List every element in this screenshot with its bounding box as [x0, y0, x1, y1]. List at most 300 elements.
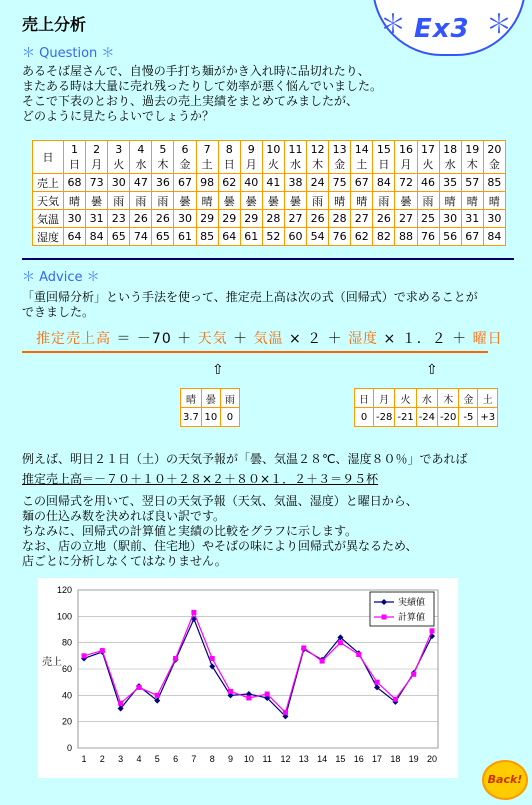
table-cell: 曇 — [201, 389, 220, 408]
cell-value: 57 — [465, 176, 480, 189]
x-tick-label: 8 — [209, 754, 215, 764]
conclusion-line: ちなみに、回帰式の計算値と実績の比較をグラフに示します。 — [22, 524, 358, 538]
cell-value: 31 — [465, 212, 480, 225]
table-cell — [439, 228, 461, 246]
x-tick-label: 12 — [280, 754, 291, 764]
cell-value: 曇 — [91, 194, 103, 208]
table-cell — [329, 141, 351, 174]
table-cell — [262, 192, 284, 210]
back-button[interactable]: Back! — [482, 760, 528, 800]
table-cell — [64, 210, 86, 228]
conclusion-line: なお、店の立地（駅前、住宅地）やそばの味により回帰式が異なるため、 — [22, 539, 418, 553]
table-cell — [329, 174, 351, 192]
cell-value: 日 — [223, 157, 235, 171]
x-tick-label: 19 — [408, 754, 419, 764]
cell-value: 月 — [91, 157, 103, 171]
cell-value: 29 — [200, 212, 215, 225]
cell-value: 30 — [111, 176, 126, 189]
cell-value: 火 — [113, 157, 125, 171]
table-cell — [351, 174, 373, 192]
cell-value: 25 — [421, 212, 436, 225]
data-point — [100, 648, 105, 653]
data-point — [118, 701, 123, 706]
table-cell — [108, 210, 130, 228]
table-cell: -20 — [438, 408, 459, 427]
cell-value: 67 — [178, 176, 193, 189]
badge-label: Ex3 — [414, 14, 470, 44]
table-row — [33, 228, 506, 246]
cell-value: 68 — [67, 176, 82, 189]
cell-value: 28 — [266, 212, 281, 225]
table-cell — [373, 174, 395, 192]
table-row — [33, 174, 506, 192]
table-cell — [240, 141, 262, 174]
cell-value: 月 — [400, 157, 412, 171]
table-cell — [152, 174, 174, 192]
cell-value: 水 — [444, 157, 456, 171]
cell-value: 月 — [245, 157, 257, 171]
cell-value: 47 — [133, 176, 148, 189]
y-tick-label: 100 — [56, 611, 72, 622]
table-row — [355, 389, 498, 408]
table-row — [33, 210, 506, 228]
table-cell — [130, 174, 152, 192]
table-cell — [483, 141, 505, 174]
table-cell — [284, 174, 306, 192]
cell-value: 2 — [93, 142, 101, 156]
x-tick-label: 10 — [243, 754, 254, 764]
table-cell — [86, 141, 108, 174]
table-cell — [108, 174, 130, 192]
table-cell — [86, 210, 108, 228]
table-cell — [262, 228, 284, 246]
table-cell — [284, 141, 306, 174]
x-tick-label: 17 — [372, 754, 383, 764]
table-row — [181, 408, 240, 427]
cell-value: 6 — [181, 142, 189, 156]
formula-part: ＝ — [111, 331, 137, 347]
legend-label: 計算値 — [398, 613, 426, 623]
table-cell — [461, 141, 483, 174]
cell-value: 3 — [115, 142, 123, 156]
up-arrow-icon: ⇧ — [212, 362, 224, 378]
table-cell — [329, 210, 351, 228]
table-cell — [307, 141, 329, 174]
table-cell — [174, 174, 196, 192]
cell-value: 52 — [266, 230, 281, 243]
table-cell — [417, 210, 439, 228]
data-point — [393, 697, 398, 702]
table-cell — [461, 174, 483, 192]
table-cell — [461, 228, 483, 246]
x-tick-label: 13 — [298, 754, 309, 764]
table-cell — [461, 192, 483, 210]
table-cell — [152, 210, 174, 228]
x-tick-label: 6 — [173, 754, 179, 764]
up-arrow-icon: ⇧ — [426, 362, 438, 378]
x-tick-label: 14 — [317, 754, 328, 764]
cell-value: 30 — [487, 212, 502, 225]
cell-value: 30 — [443, 212, 458, 225]
x-tick-label: 18 — [390, 754, 401, 764]
cell-value: 曇 — [267, 194, 279, 208]
asterisk-icon: ＊ — [486, 10, 513, 40]
table-cell — [395, 210, 417, 228]
example-text: 例えば、明日２１日（土）の天気予報が「曇、気温２８℃、湿度８０％」であれば — [22, 452, 468, 466]
cell-value: 26 — [133, 212, 148, 225]
table-cell — [351, 141, 373, 174]
cell-value: 73 — [89, 176, 104, 189]
regression-formula — [36, 328, 503, 348]
table-cell: 雨 — [220, 389, 239, 408]
y-tick-label: 60 — [61, 664, 72, 674]
cell-value: 水 — [135, 157, 147, 171]
data-point — [301, 645, 306, 650]
cell-value: 17 — [421, 142, 436, 156]
cell-value: 54 — [310, 230, 325, 243]
cell-value: 30 — [67, 212, 82, 225]
table-cell — [108, 192, 130, 210]
table-cell: 0 — [355, 408, 374, 427]
data-point — [320, 659, 325, 664]
conclusion-line: 麺の仕込み数を決めれば良い訳です。 — [22, 509, 226, 523]
conclusion-line: 店ごとに分析しなくてはなりません。 — [22, 554, 227, 568]
table-cell — [329, 228, 351, 246]
question-heading: ＊ Question ＊ — [22, 46, 115, 61]
cell-value: 40 — [244, 176, 259, 189]
cell-value: 晴 — [466, 194, 478, 208]
table-cell — [130, 192, 152, 210]
data-point — [356, 652, 361, 657]
table-cell — [218, 141, 240, 174]
row-header: 湿度 — [33, 228, 64, 246]
table-cell — [439, 174, 461, 192]
cell-value: 76 — [421, 230, 436, 243]
data-point — [136, 685, 141, 690]
cell-value: 雨 — [378, 194, 390, 208]
legend-label: 実績値 — [398, 598, 426, 608]
table-cell — [262, 174, 284, 192]
table-cell — [108, 228, 130, 246]
cell-value: 晴 — [444, 194, 456, 208]
row-header: 日 — [33, 141, 64, 174]
cell-value: 62 — [222, 176, 237, 189]
table-cell — [108, 141, 130, 174]
table-cell — [307, 210, 329, 228]
table-cell — [174, 210, 196, 228]
cell-value: 晴 — [488, 194, 500, 208]
table-cell: 月 — [374, 389, 395, 408]
cell-value: 84 — [89, 230, 104, 243]
cell-value: 雨 — [312, 194, 324, 208]
x-tick-label: 3 — [118, 754, 124, 764]
table-cell: +3 — [478, 408, 498, 427]
cell-value: 82 — [376, 230, 391, 243]
formula-part: 気温 — [253, 331, 284, 347]
table-cell — [395, 192, 417, 210]
table-cell: 水 — [416, 389, 437, 408]
cell-value: 土 — [356, 157, 368, 171]
cell-value: 曇 — [223, 194, 235, 208]
cell-value: 36 — [155, 176, 170, 189]
table-cell — [240, 174, 262, 192]
cell-value: 98 — [200, 176, 215, 189]
table-cell — [64, 174, 86, 192]
table-cell — [64, 228, 86, 246]
data-point — [283, 710, 288, 715]
cell-value: 61 — [244, 230, 259, 243]
table-cell — [174, 228, 196, 246]
table-cell — [307, 174, 329, 192]
cell-value: 23 — [111, 212, 126, 225]
cell-value: 11 — [288, 142, 303, 156]
cell-value: 14 — [354, 142, 369, 156]
data-point — [430, 628, 435, 633]
table-cell — [152, 192, 174, 210]
cell-value: 10 — [266, 142, 281, 156]
table-cell — [130, 210, 152, 228]
cell-value: 1 — [71, 142, 79, 156]
cell-value: 31 — [89, 212, 104, 225]
table-cell — [64, 192, 86, 210]
cell-value: 26 — [155, 212, 170, 225]
cell-value: 晴 — [356, 194, 368, 208]
table-cell — [395, 228, 417, 246]
table-cell — [218, 192, 240, 210]
table-cell — [196, 174, 218, 192]
formula-part: －70 ＋ — [136, 331, 198, 347]
question-text — [22, 64, 382, 124]
cell-value: 木 — [157, 157, 169, 171]
formula-part: 湿度 — [348, 331, 379, 347]
chart-svg — [38, 578, 458, 778]
table-cell — [284, 192, 306, 210]
cell-value: 15 — [376, 142, 391, 156]
conclusion-line: この回帰式を用いて、翌日の天気予報（天気、気温、湿度）と曜日から、 — [22, 494, 418, 508]
table-cell — [86, 228, 108, 246]
cell-value: 67 — [465, 230, 480, 243]
formula-part: 曜日 — [472, 331, 503, 347]
formula-part: 推定売上高 — [36, 331, 111, 347]
y-tick-label: 40 — [61, 690, 72, 701]
divider — [22, 258, 514, 260]
x-tick-label: 11 — [262, 754, 272, 764]
sales-table — [32, 140, 506, 246]
cell-value: 84 — [376, 176, 391, 189]
table-cell — [439, 141, 461, 174]
cell-value: 木 — [312, 157, 324, 171]
cell-value: 4 — [137, 142, 145, 156]
cell-value: 30 — [178, 212, 193, 225]
table-cell — [86, 192, 108, 210]
table-cell — [395, 174, 417, 192]
data-point — [265, 692, 270, 697]
table-cell — [240, 210, 262, 228]
cell-value: 雨 — [422, 194, 434, 208]
weather-coefficient-table — [180, 388, 240, 427]
cell-value: 64 — [222, 230, 237, 243]
x-tick-label: 1 — [81, 754, 87, 764]
table-cell — [174, 192, 196, 210]
table-cell — [307, 192, 329, 210]
cell-value: 85 — [487, 176, 502, 189]
cell-value: 雨 — [113, 194, 125, 208]
cell-value: 65 — [111, 230, 126, 243]
table-cell: 晴 — [181, 389, 202, 408]
table-cell: -5 — [459, 408, 478, 427]
table-cell: 土 — [478, 389, 498, 408]
cell-value: 雨 — [135, 194, 147, 208]
cell-value: 木 — [466, 157, 478, 171]
table-cell: 日 — [355, 389, 374, 408]
table-cell — [417, 228, 439, 246]
advice-heading: ＊ Advice ＊ — [22, 270, 100, 285]
page-title: 売上分析 — [22, 15, 87, 34]
table-cell — [64, 141, 86, 174]
table-cell: 0 — [220, 408, 239, 427]
cell-value: 金 — [179, 157, 191, 171]
table-cell — [417, 192, 439, 210]
cell-value: 火 — [422, 157, 434, 171]
cell-value: 日 — [69, 157, 81, 171]
cell-value: 8 — [225, 142, 233, 156]
table-cell — [262, 141, 284, 174]
table-cell — [351, 192, 373, 210]
table-row — [181, 389, 240, 408]
cell-value: 38 — [288, 176, 303, 189]
cell-value: 水 — [289, 157, 301, 171]
table-cell — [284, 228, 306, 246]
question-line: そこで下表のとおり、過去の売上実績をまとめてみましたが、 — [22, 94, 359, 108]
table-cell — [240, 228, 262, 246]
data-point — [411, 672, 416, 677]
table-row — [33, 192, 506, 210]
question-line: あるそば屋さんで、自慢の手打ち麺がかき入れ時に品切れたり、 — [22, 64, 370, 78]
x-tick-label: 20 — [426, 754, 438, 764]
formula-part: 天気 — [197, 331, 228, 347]
advice-line: 「重回帰分析」という手法を使って、推定売上高は次の式（回帰式）で求めることが — [22, 290, 478, 304]
cell-value: 27 — [354, 212, 369, 225]
row-header: 売上 — [33, 174, 64, 192]
y-tick-label: 20 — [61, 716, 72, 727]
formula-underline — [22, 351, 488, 353]
table-cell — [461, 210, 483, 228]
table-cell: 木 — [438, 389, 459, 408]
cell-value: 晴 — [69, 194, 81, 208]
cell-value: 日 — [378, 157, 390, 171]
cell-value: 13 — [332, 142, 347, 156]
table-cell — [284, 210, 306, 228]
y-tick-label: 120 — [56, 585, 72, 595]
y-axis-label: 売上 — [42, 657, 62, 668]
cell-value: 60 — [288, 230, 303, 243]
table-cell: 火 — [395, 389, 416, 408]
cell-value: 26 — [376, 212, 391, 225]
cell-value: 金 — [334, 157, 346, 171]
table-cell — [218, 228, 240, 246]
cell-value: 29 — [222, 212, 237, 225]
cell-value: 65 — [155, 230, 170, 243]
cell-value: 35 — [443, 176, 458, 189]
table-row — [33, 141, 506, 174]
table-cell — [262, 210, 284, 228]
cell-value: 火 — [267, 157, 279, 171]
table-cell: -24 — [416, 408, 437, 427]
cell-value: 曇 — [245, 194, 257, 208]
x-tick-label: 7 — [191, 754, 197, 764]
table-cell — [417, 174, 439, 192]
y-tick-label: 80 — [61, 637, 72, 648]
cell-value: 雨 — [157, 194, 169, 208]
cell-value: 46 — [421, 176, 436, 189]
data-point — [246, 695, 251, 700]
table-cell — [373, 228, 395, 246]
cell-value: 88 — [398, 230, 413, 243]
cell-value: 19 — [465, 142, 480, 156]
table-cell — [483, 192, 505, 210]
cell-value: 曇 — [289, 194, 301, 208]
table-cell: 10 — [201, 408, 220, 427]
table-cell — [373, 192, 395, 210]
data-point — [375, 680, 380, 685]
cell-value: 74 — [133, 230, 148, 243]
advice-line: できました。 — [22, 305, 95, 319]
data-point — [155, 693, 160, 698]
cell-value: 61 — [178, 230, 193, 243]
question-line: またある時は大量に売れ残ったりして効率が悪く悩んでいました。 — [22, 79, 383, 93]
table-cell — [218, 210, 240, 228]
x-tick-label: 16 — [353, 754, 364, 764]
table-row — [355, 408, 498, 427]
advice-text — [22, 290, 478, 320]
table-cell — [329, 192, 351, 210]
cell-value: 56 — [443, 230, 458, 243]
table-cell: -28 — [374, 408, 395, 427]
table-cell — [130, 141, 152, 174]
cell-value: 41 — [266, 176, 281, 189]
x-tick-label: 15 — [335, 754, 346, 764]
data-point — [173, 656, 178, 661]
table-cell: 3.7 — [181, 408, 202, 427]
cell-value: 晴 — [334, 194, 346, 208]
cell-value: 曇 — [179, 194, 191, 208]
row-header: 天気 — [33, 192, 64, 210]
table-cell — [483, 210, 505, 228]
table-cell — [130, 228, 152, 246]
table-cell — [373, 141, 395, 174]
table-cell — [373, 210, 395, 228]
question-line: どのように見たらよいでしょうか？ — [22, 109, 215, 123]
table-cell — [307, 228, 329, 246]
x-tick-label: 5 — [154, 754, 160, 764]
table-cell — [417, 141, 439, 174]
cell-value: 26 — [310, 212, 325, 225]
x-tick-label: 9 — [228, 754, 234, 764]
x-tick-label: 2 — [99, 754, 105, 764]
row-header: 気温 — [33, 210, 64, 228]
formula-part: × １．２ ＋ — [378, 331, 473, 347]
cell-value: 7 — [203, 142, 211, 156]
example-calculation: 推定売上高＝－７０＋１０＋２８×２＋８０×１．２＋３＝９５杯 — [22, 472, 379, 486]
cell-value: 16 — [398, 142, 413, 156]
cell-value: 土 — [201, 157, 213, 171]
table-cell — [218, 174, 240, 192]
table-cell — [240, 192, 262, 210]
cell-value: 24 — [310, 176, 325, 189]
table-cell — [152, 228, 174, 246]
table-cell — [439, 210, 461, 228]
table-cell — [395, 141, 417, 174]
